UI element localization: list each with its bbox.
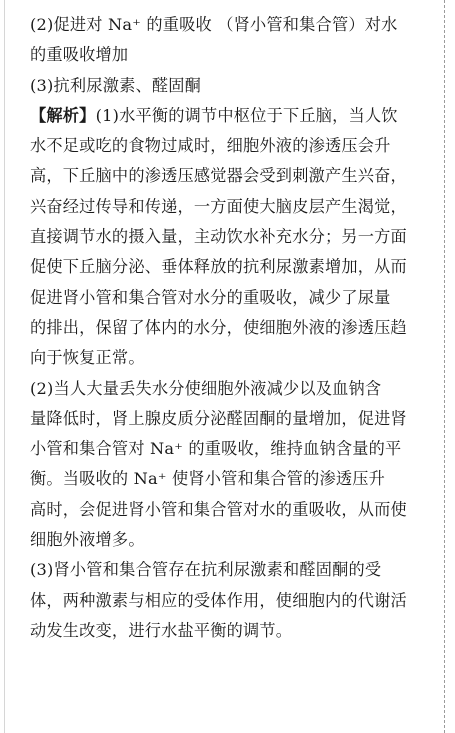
- margin-dashed-rule: [444, 0, 445, 733]
- text-line: 的重吸收增加: [30, 45, 129, 65]
- text-line: 促进肾小管和集合管对水分的重吸收，减少了尿量: [30, 287, 391, 307]
- text-line: 体，两种激素与相应的受体作用，使细胞内的代谢活: [30, 590, 407, 610]
- text-line: 直接调节水的摄入量，主动饮水补充水分；另一方面: [30, 227, 407, 247]
- text-line: 小管和集合管对 Na⁺ 的重吸收，维持血钠含量的平: [30, 439, 402, 459]
- text-line: 向于恢复正常。: [30, 348, 145, 368]
- text-line: 兴奋经过传导和传递，一方面使大脑皮层产生渴觉，: [30, 196, 407, 216]
- text-line: 水不足或吃的食物过咸时，细胞外液的渗透压会升: [30, 136, 391, 156]
- text-line: 动发生改变，进行水盐平衡的调节。: [30, 620, 293, 640]
- answer-text-block: [30, 10, 432, 646]
- analysis-text: (1)水平衡的调节中枢位于下丘脑，当人饮: [95, 105, 398, 125]
- page-edge-line: [4, 0, 5, 733]
- text-line: (2)当人大量丢失水分使细胞外液减少以及血钠含: [30, 378, 382, 398]
- text-line: 细胞外液增多。: [30, 530, 145, 550]
- analysis-line: [30, 101, 432, 131]
- text-line: 高时，会促进肾小管和集合管对水的重吸收，从而使: [30, 499, 407, 519]
- text-line: 促使下丘脑分泌、垂体释放的抗利尿激素增加，从而: [30, 257, 407, 277]
- analysis-tag: 【解析】: [30, 105, 96, 125]
- text-line: 的排出，保留了体内的水分，使细胞外液的渗透压趋: [30, 317, 407, 337]
- text-line: 量降低时，肾上腺皮质分泌醛固酮的量增加，促进肾: [30, 408, 407, 428]
- text-line: (3)抗利尿激素、醛固酮: [30, 75, 202, 95]
- text-line: 衡。当吸收的 Na⁺ 使肾小管和集合管的渗透压升: [30, 469, 386, 489]
- text-line: (3)肾小管和集合管存在抗利尿激素和醛固酮的受: [30, 560, 382, 580]
- text-line: (2)促进对 Na⁺ 的重吸收 （肾小管和集合管）对水: [30, 15, 398, 34]
- text-line: 高，下丘脑中的渗透压感觉器会受到刺激产生兴奋，: [30, 166, 407, 186]
